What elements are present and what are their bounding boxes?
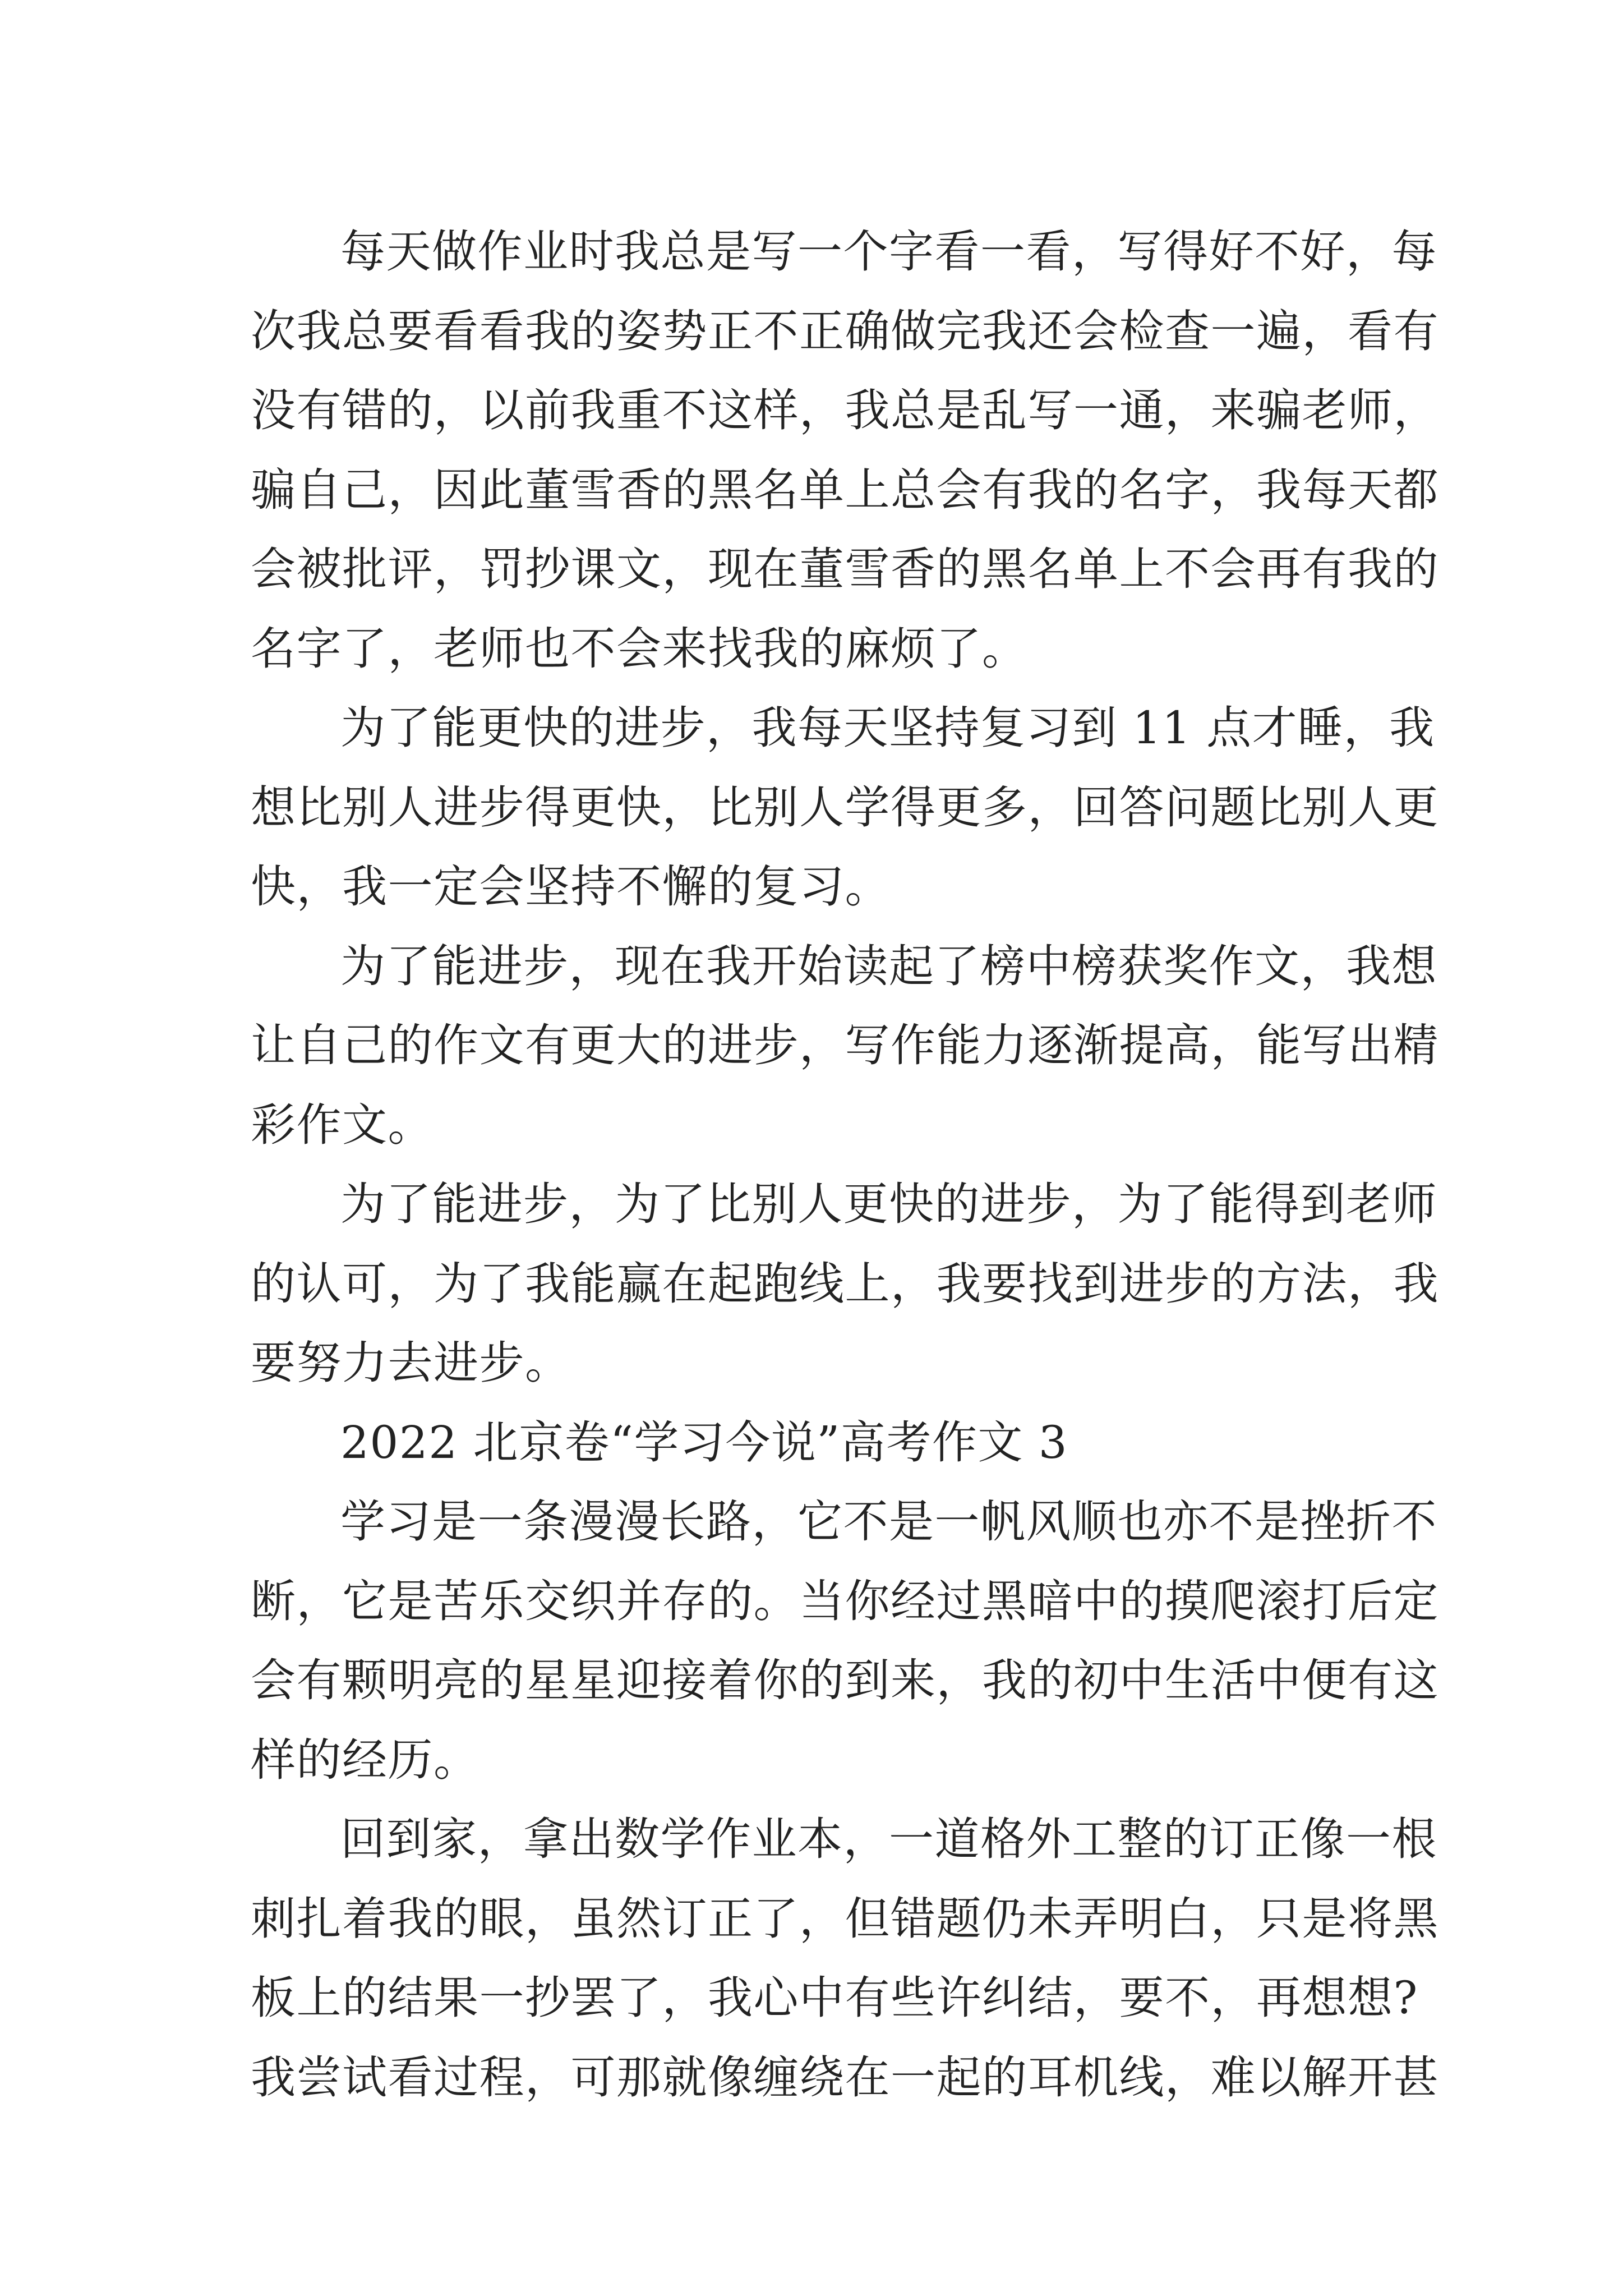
text-line: 次我总要看看我的姿势正不正确做完我还会检查一遍，看有	[251, 305, 1439, 357]
text-line: 学习是一条漫漫长路，它不是一帆风顺也亦不是挫折不	[340, 1496, 1437, 1548]
text-line: 让自己的作文有更大的进步，写作能力逐渐提高，能写出精	[251, 1019, 1439, 1071]
text-line: 骗自己，因此董雪香的黑名单上总会有我的名字，我每天都	[251, 463, 1439, 516]
text-line: 没有错的，以前我重不这样，我总是乱写一通，来骗老师，	[251, 384, 1439, 436]
text-line: 要努力去进步。	[251, 1337, 571, 1389]
text-line: 回到家，拿出数学作业本，一道格外工整的订正像一根	[340, 1813, 1437, 1865]
text-line: 样的经历。	[251, 1733, 479, 1786]
text-line: 想比别人进步得更快，比别人学得更多，回答问题比别人更	[251, 781, 1439, 834]
text-line: 刺扎着我的眼，虽然订正了，但错题仍未弄明白，只是将黑	[251, 1892, 1439, 1945]
text-line: 会有颗明亮的星星迎接着你的到来，我的初中生活中便有这	[251, 1654, 1439, 1706]
text-line: 名字了，老师也不会来找我的麻烦了。	[251, 622, 1028, 675]
text-line: 的认可，为了我能赢在起跑线上，我要找到进步的方法，我	[251, 1257, 1439, 1310]
text-line: 彩作文。	[251, 1098, 434, 1151]
text-line: 会被批评，罚抄课文，现在董雪香的黑名单上不会再有我的	[251, 543, 1439, 595]
section-heading: 2022 北京卷“学习今说”高考作文 3	[340, 1416, 1068, 1469]
text-line: 断，它是苦乐交织并存的。当你经过黑暗中的摸爬滚打后定	[251, 1575, 1439, 1627]
text-line: 我尝试看过程，可那就像缠绕在一起的耳机线，难以解开甚	[251, 2051, 1439, 2104]
text-line: 为了能进步，现在我开始读起了榜中榜获奖作文，我想	[340, 940, 1437, 992]
body-text	[251, 212, 1439, 2117]
text-line: 为了能进步，为了比别人更快的进步，为了能得到老师	[340, 1178, 1437, 1230]
text-line: 为了能更快的进步，我每天坚持复习到 11 点才睡，我	[340, 702, 1435, 754]
text-line: 快，我一定会坚持不懈的复习。	[251, 861, 891, 913]
text-line: 板上的结果一抄罢了，我心中有些许纠结，要不，再想想?	[251, 1972, 1418, 2024]
text-line: 每天做作业时我总是写一个字看一看，写得好不好，每	[340, 226, 1437, 278]
